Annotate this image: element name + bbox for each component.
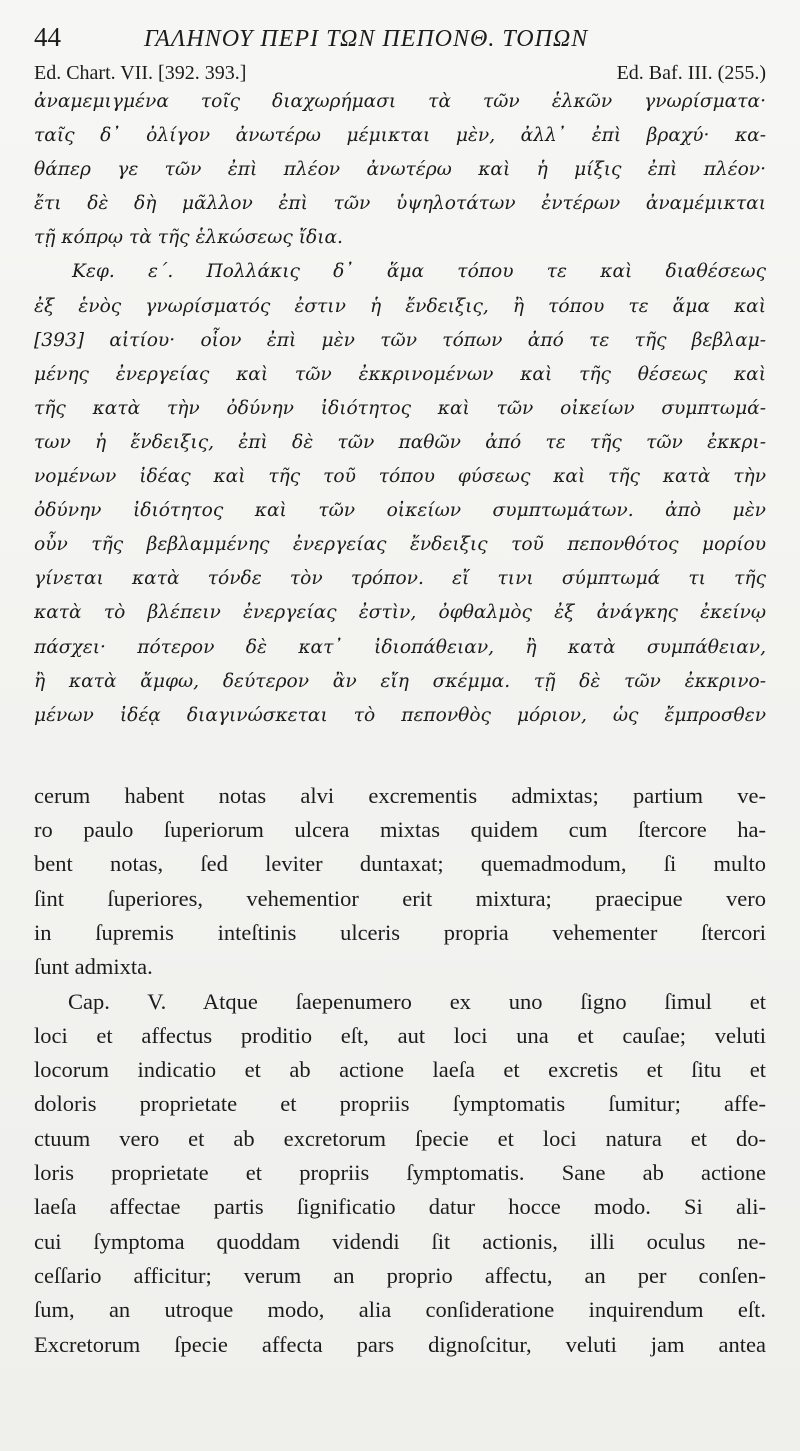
greek-line: ἔτι δὲ δὴ μᾶλλον ἐπὶ τῶν ὑψηλοτάτων ἐντέρων ἀναμέμικται bbox=[34, 193, 766, 215]
latin-line: loris proprietate et propriis ſymptomatis. Sane ab actione bbox=[34, 1160, 766, 1186]
greek-line: τῆς κατὰ τὴν ὀδύνην ἰδιότητος καὶ τῶν οἰκείων συμπτωμά- bbox=[34, 397, 766, 419]
greek-line: νομένων ἰδέας καὶ τῆς τοῦ τόπου φύσεως καὶ τῆς κατὰ τὴν bbox=[34, 466, 766, 488]
greek-line: των ἡ ἔνδειξις, ἐπὶ δὲ τῶν παθῶν ἀπό τε τῆς τῶν ἐκκρι- bbox=[34, 431, 766, 453]
greek-line: ὀδύνην ἰδιότητος καὶ τῶν οἰκείων συμπτωμάτων. ἀπὸ μὲν bbox=[34, 500, 766, 522]
latin-line: ſum, an utroque modo, alia conſideratione inquirendum eſt. bbox=[34, 1297, 766, 1323]
edition-left: Ed. Chart. VII. [392. 393.] bbox=[34, 62, 247, 84]
latin-line: ſunt admixta. bbox=[34, 954, 153, 980]
greek-line: ἐξ ἑνὸς γνωρίσματός ἐστιν ἡ ἔνδειξις, ἢ τόπου τε ἅμα καὶ bbox=[34, 295, 766, 317]
latin-chapter-heading-line: Cap. V. Atque ſaepenumero ex uno ſigno ſimul et bbox=[68, 988, 766, 1014]
greek-text-block bbox=[34, 85, 766, 733]
latin-line: cerum habent notas alvi excrementis admixtas; partium ve- bbox=[34, 782, 766, 808]
running-title: ΓΑΛΗΝΟΥ ΠΕΡΙ ΤΩΝ ΠΕΠΟΝΘ. ΤΟΠΩΝ bbox=[144, 26, 589, 52]
latin-line: doloris proprietate et propriis ſymptomatis ſumitur; affe- bbox=[34, 1091, 766, 1117]
latin-line: loci et affectus proditio eſt, aut loci una et cauſae; veluti bbox=[34, 1022, 766, 1048]
latin-line: laeſa affectae partis ſignificatio datur hocce modo. Si ali- bbox=[34, 1194, 766, 1220]
latin-line: cui ſymptoma quoddam videndi ſit actionis, illi oculus ne- bbox=[34, 1228, 766, 1254]
page-number: 44 bbox=[34, 22, 61, 52]
latin-line: ceſſario afficitur; verum an proprio affectu, an per conſen- bbox=[34, 1262, 766, 1288]
running-head bbox=[34, 22, 766, 62]
latin-line: ro paulo ſuperiorum ulcera mixtas quidem cum ſtercore ha- bbox=[34, 817, 766, 843]
greek-chapter-heading-line: Κεφ. ε΄. Πολλάκις δ᾽ ἅμα τόπου τε καὶ διαθέσεως bbox=[72, 261, 766, 283]
edition-reference-line bbox=[34, 58, 766, 88]
greek-line: ἢ κατὰ ἄμφω, δεύτερον ἂν εἴη σκέμμα. τῇ δὲ τῶν ἐκκρινο- bbox=[34, 670, 766, 692]
greek-line: μένων ἰδέᾳ διαγινώσκεται τὸ πεπονθὸς μόριον, ὡς ἔμπροσθεν bbox=[34, 704, 766, 726]
greek-line: οὖν τῆς βεβλαμμένης ἐνεργείας ἔνδειξις τοῦ πεπονθότος μορίου bbox=[34, 534, 766, 556]
greek-line: μένης ἐνεργείας καὶ τῶν ἐκκρινομένων καὶ τῆς θέσεως καὶ bbox=[34, 363, 766, 385]
edition-right: Ed. Baf. III. (255.) bbox=[616, 62, 766, 84]
latin-line: ctuum vero et ab excretorum ſpecie et loci natura et do- bbox=[34, 1125, 766, 1151]
latin-line: Excretorum ſpecie affecta pars dignoſcitur, veluti jam antea bbox=[34, 1331, 766, 1357]
greek-line: θάπερ γε τῶν ἐπὶ πλέον ἀνωτέρω καὶ ἡ μίξις ἐπὶ πλέον· bbox=[34, 159, 766, 181]
greek-line: γίνεται κατὰ τόνδε τὸν τρόπον. εἴ τινι σύμπτωμά τι τῆς bbox=[34, 568, 766, 590]
greek-line: πάσχει· πότερον δὲ κατ᾽ ἰδιοπάθειαν, ἢ κατὰ συμπάθειαν, bbox=[34, 636, 766, 658]
greek-line: ταῖς δ᾽ ὀλίγον ἀνωτέρω μέμικται μὲν, ἀλλ᾽ ἐπὶ βραχύ· κα- bbox=[34, 125, 766, 147]
latin-text-block bbox=[34, 779, 766, 1362]
greek-line: κατὰ τὸ βλέπειν ἐνεργείας ἐστὶν, ὀφθαλμὸς ἐξ ἀνάγκης ἐκείνῳ bbox=[34, 602, 766, 624]
greek-line: ἀναμεμιγμένα τοῖς διαχωρήμασι τὰ τῶν ἑλκῶν γνωρίσματα· bbox=[34, 91, 766, 112]
latin-line: ſint ſuperiores, vehementior erit mixtura; praecipue vero bbox=[34, 885, 766, 911]
greek-line: [393] αἰτίου· οἷον ἐπὶ μὲν τῶν τόπων ἀπό τε τῆς βεβλαμ- bbox=[34, 329, 766, 351]
latin-line: locorum indicatio et ab actione laeſa et excretis et ſitu et bbox=[34, 1057, 766, 1083]
greek-line: τῇ κόπρῳ τὰ τῆς ἑλκώσεως ἴδια. bbox=[34, 227, 343, 249]
section-divider-space bbox=[34, 733, 766, 779]
latin-line: in ſupremis inteſtinis ulceris propria vehementer ſtercori bbox=[34, 919, 766, 945]
latin-line: bent notas, ſed leviter duntaxat; quemadmodum, ſi multo bbox=[34, 851, 766, 877]
